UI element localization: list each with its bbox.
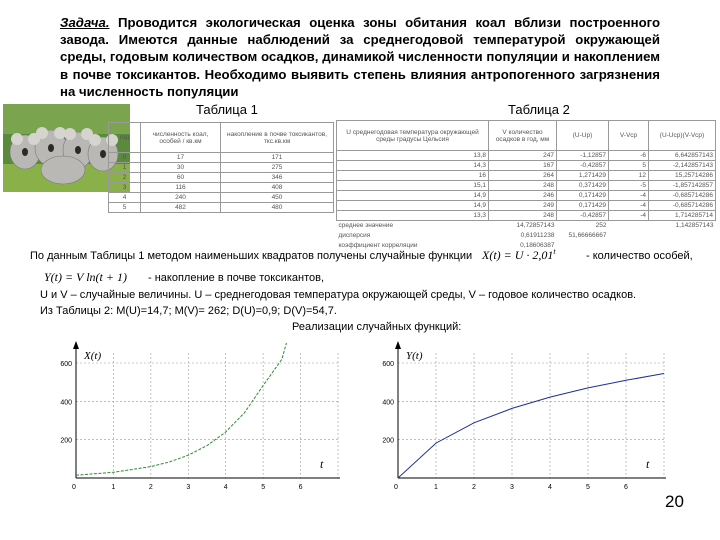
left-y-tick-label: 200 [60, 437, 72, 445]
cell: -0,42857 [557, 161, 609, 171]
right-y-axis-arrow [395, 341, 401, 349]
cell: 15,1 [337, 181, 489, 191]
cell: 246 [489, 191, 557, 201]
right-y-label: Y(t) [406, 350, 423, 362]
cell: коэффициент корреляции [338, 242, 418, 249]
right-y-tick-label: 400 [382, 399, 394, 407]
cell: 264 [489, 171, 557, 181]
text-line-4: Из Таблицы 2: M(U)=14,7; M(V)= 262; D(U)=0,9; D(V)=54,7. [40, 305, 337, 317]
cell: 5 [609, 161, 649, 171]
cell: 248 [489, 211, 557, 221]
cell: среднее значение [338, 222, 394, 230]
cell: 13,3 [337, 211, 489, 221]
cell: 1 [109, 163, 141, 173]
left-x-tick-label: 2 [148, 484, 153, 491]
cell: 4 [109, 193, 141, 203]
right-y-tick-label: 200 [382, 437, 394, 445]
cell: 171 [221, 153, 334, 163]
right-x-tick-label: 4 [548, 484, 552, 491]
cell: -0,42857 [557, 211, 609, 221]
formula-x-body: X(t) = U · 2,01 [482, 248, 554, 262]
cell: -4 [609, 201, 649, 211]
task-text: Проводится экологическая оценка зоны обитания коал вблизи построенного завода. Имеются данные наблюдений за среднегодовой температурой окружающей среды, годовым количеством осадков, динамикой численности популяции и накоплением в почве токсикантов. Необходимо выявить степень влияния антропогенного загрязнения на численность популяции [60, 15, 660, 99]
right-x-tick-label: 3 [510, 484, 514, 491]
cell: 0,18606387 [520, 242, 555, 249]
cell: 450 [221, 193, 334, 203]
cell: 1,142857143 [675, 222, 714, 230]
cell: 249 [489, 201, 557, 211]
left-series-line [76, 292, 301, 475]
left-x-tick-label: 0 [72, 484, 76, 491]
table1-caption: Таблица 1 [196, 102, 258, 117]
table1-header: накопление в почве токсикантов, ткс.кв.км [221, 123, 334, 153]
left-y-label: X(t) [84, 350, 102, 362]
table1-header: численность коал, особей / кв.км [141, 123, 221, 153]
cell: 3 [109, 183, 141, 193]
left-x-tick-label: 1 [111, 484, 116, 491]
formula-y: Y(t) = V ln(t + 1) [44, 270, 127, 284]
cell: -4 [609, 211, 649, 221]
cell: дисперсия [338, 232, 371, 239]
table2-caption: Таблица 2 [508, 102, 570, 117]
cell: 14,9 [337, 201, 489, 211]
formula-x-exp: t [553, 247, 556, 256]
table2-header: U среднегодовая температура окружающей среды градусы Цельсия [337, 121, 489, 151]
right-x-tick-label: 2 [472, 484, 476, 491]
cell: 408 [221, 183, 334, 193]
cell: 480 [221, 203, 334, 213]
cell: 14,3 [337, 161, 489, 171]
left-y-tick-label: 400 [60, 399, 72, 407]
text-line-1a: По данным Таблицы 1 методом наименьших квадратов получены случайные функции [30, 250, 473, 262]
cell: 14,72857143 [516, 222, 555, 230]
cell: 13,8 [337, 151, 489, 161]
right-x-tick-label: 1 [434, 484, 438, 491]
cell: 14,9 [337, 191, 489, 201]
cell: 51,66666667 [568, 232, 607, 239]
cell: 248 [489, 181, 557, 191]
cell: 5 [109, 203, 141, 213]
page-number: 20 [665, 492, 684, 511]
cell: 0 [109, 153, 141, 163]
table2-header: (U-Uср)(V-Vср) [649, 121, 716, 151]
text-line-5: Реализации случайных функций: [292, 321, 462, 333]
cell: -0,685714286 [649, 191, 716, 201]
right-x-tick-label: 0 [394, 484, 398, 491]
left-y-axis-arrow [73, 341, 79, 349]
left-y-tick-label: 600 [60, 361, 72, 368]
cell: 0,61911238 [520, 232, 555, 239]
right-series-line [398, 374, 664, 479]
left-t-label: t [320, 457, 324, 471]
cell: 116 [141, 183, 221, 193]
cell: -6 [609, 151, 649, 161]
left-x-tick-label: 4 [223, 484, 228, 491]
cell: 252 [595, 222, 607, 230]
cell: 247 [489, 151, 557, 161]
right-x-tick-label: 5 [586, 484, 590, 491]
cell: 2 [109, 173, 141, 183]
table2-header: V количество осадков в год, мм [489, 121, 557, 151]
cell: 0,171429 [557, 201, 609, 211]
cell: -1,857142857 [649, 181, 716, 191]
cell: 0,371429 [557, 181, 609, 191]
left-x-tick-label: 6 [298, 484, 303, 491]
cell: 60 [141, 173, 221, 183]
cell: 275 [221, 163, 334, 173]
cell: 167 [489, 161, 557, 171]
cell: -0,685714286 [649, 201, 716, 211]
text-line-2b: - накопление в почве токсикантов, [148, 272, 324, 284]
cell: 240 [141, 193, 221, 203]
left-x-tick-label: 3 [186, 484, 191, 491]
cell: 12 [609, 171, 649, 181]
cell: 1,714285714 [649, 211, 716, 221]
cell: -5 [609, 181, 649, 191]
cell: 346 [221, 173, 334, 183]
right-t-label: t [646, 457, 650, 471]
cell: -4 [609, 191, 649, 201]
text-line-1b: - количество особей, [586, 250, 693, 262]
cell: 6,642857143 [649, 151, 716, 161]
table2-header: V-Vср [609, 121, 649, 151]
cell: -1,12857 [557, 151, 609, 161]
cell: -2,142857143 [649, 161, 716, 171]
cell: 1,271429 [557, 171, 609, 181]
left-x-tick-label: 5 [261, 484, 266, 491]
cell: 17 [141, 153, 221, 163]
text-line-3: U и V – случайные величины. U – среднегодовая температура окружающей среды, V – годовое количество осадков. [40, 289, 637, 301]
cell: 482 [141, 203, 221, 213]
table2-header: (U-Up) [557, 121, 609, 151]
cell: 16 [337, 171, 489, 181]
cell: 0,171429 [557, 191, 609, 201]
right-x-tick-label: 6 [624, 484, 628, 491]
cell: 30 [141, 163, 221, 173]
table1-header: год [109, 123, 141, 153]
right-y-tick-label: 600 [382, 361, 394, 368]
task-lead: Задача. [60, 15, 110, 30]
cell: 15,25714286 [649, 171, 716, 181]
